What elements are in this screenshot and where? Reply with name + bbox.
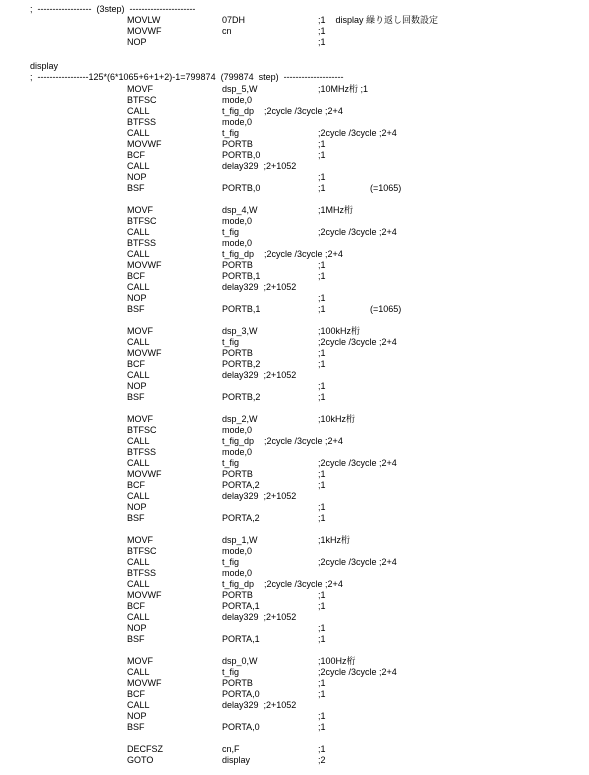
operand: mode,0: [222, 568, 253, 578]
opcode: CALL: [127, 579, 150, 589]
comment: ;2cycle /3cycle ;2+4: [318, 557, 397, 567]
operand: t_fig_dp ;2cycle /3cycle ;2+4: [222, 106, 343, 116]
operand: PORTA,0: [222, 722, 260, 732]
operand: t_fig: [222, 337, 240, 347]
opcode: BSF: [127, 392, 145, 402]
comment: ;1: [318, 260, 326, 270]
comment: ;1: [318, 689, 326, 699]
operand: PORTB: [222, 590, 253, 600]
comment: ;10MHz桁 ;1: [318, 84, 369, 94]
operand: dsp_2,W: [222, 414, 258, 424]
opcode: MOVWF: [127, 590, 162, 600]
opcode: MOVWF: [127, 26, 162, 36]
comment: ;1: [318, 744, 326, 754]
comment: ;2cycle /3cycle ;2+4: [318, 227, 397, 237]
operand: delay329 ;2+1052: [222, 161, 297, 171]
label-display: display: [30, 61, 59, 71]
opcode: MOVF: [127, 656, 153, 666]
opcode: NOP: [127, 293, 147, 303]
opcode: MOVWF: [127, 469, 162, 479]
opcode: BTFSC: [127, 546, 157, 556]
operand: t_fig_dp ;2cycle /3cycle ;2+4: [222, 579, 343, 589]
opcode: MOVF: [127, 84, 153, 94]
comment: ;2cycle /3cycle ;2+4: [318, 667, 397, 677]
comment: ;1MHz桁: [318, 205, 354, 215]
comment: ;1: [318, 37, 326, 47]
operand: t_fig_dp ;2cycle /3cycle ;2+4: [222, 436, 343, 446]
opcode: CALL: [127, 106, 150, 116]
code-line: [0, 26, 326, 37]
opcode: NOP: [127, 502, 147, 512]
operand: mode,0: [222, 95, 253, 105]
operand: delay329 ;2+1052: [222, 612, 297, 622]
opcode: MOVWF: [127, 139, 162, 149]
operand: PORTB,2: [222, 392, 261, 402]
comment: ;2cycle /3cycle ;2+4: [318, 128, 397, 138]
operand: PORTB: [222, 469, 253, 479]
opcode: CALL: [127, 128, 150, 138]
comment: ;100Hz桁: [318, 656, 356, 666]
opcode: DECFSZ: [127, 744, 163, 754]
operand: cn,F: [222, 744, 240, 754]
comment: ;1: [318, 722, 326, 732]
code-line: [0, 37, 326, 48]
opcode: MOVF: [127, 205, 153, 215]
operand: dsp_4,W: [222, 205, 258, 215]
operand: delay329 ;2+1052: [222, 282, 297, 292]
cycle-note: (=1065): [370, 183, 402, 193]
operand: delay329 ;2+1052: [222, 700, 297, 710]
comment: ;1: [318, 26, 326, 36]
operand: PORTA,0: [222, 689, 260, 699]
comment: ;1: [318, 381, 326, 391]
comment: ;1: [318, 359, 326, 369]
operand: PORTB,1: [222, 271, 261, 281]
operand: PORTA,2: [222, 513, 260, 523]
opcode: CALL: [127, 249, 150, 259]
opcode: BSF: [127, 183, 145, 193]
operand: t_fig: [222, 128, 240, 138]
opcode: MOVWF: [127, 678, 162, 688]
opcode: BTFSS: [127, 117, 157, 127]
comment: ;2cycle /3cycle ;2+4: [318, 458, 397, 468]
step-comment-line: [0, 4, 196, 15]
opcode: NOP: [127, 381, 147, 391]
comment: ;1: [318, 711, 326, 721]
opcode: BSF: [127, 722, 145, 732]
operand: t_fig: [222, 667, 240, 677]
opcode: CALL: [127, 282, 150, 292]
comment: ;1: [318, 293, 326, 303]
opcode: BCF: [127, 359, 145, 369]
comment: ;1: [318, 392, 326, 402]
opcode: MOVF: [127, 326, 153, 336]
calc-comment-line: [0, 72, 344, 83]
label-line: [0, 61, 59, 72]
comment: ;1: [318, 304, 326, 314]
operand: mode,0: [222, 216, 253, 226]
opcode: CALL: [127, 370, 150, 380]
operand: PORTA,2: [222, 480, 260, 490]
comment: ;1: [318, 348, 326, 358]
opcode: CALL: [127, 436, 150, 446]
opcode: GOTO: [127, 755, 154, 765]
comment: ;1: [318, 469, 326, 479]
operand: PORTB: [222, 139, 253, 149]
comment: ;1: [318, 601, 326, 611]
operand: mode,0: [222, 546, 253, 556]
operand: PORTB,0: [222, 150, 261, 160]
comment: ;10kHz桁: [318, 414, 356, 424]
comment: ;2cycle /3cycle ;2+4: [318, 337, 397, 347]
operand: PORTB,0: [222, 183, 261, 193]
opcode: NOP: [127, 711, 147, 721]
calc-comment: ; -----------------125*(6*1065+6+1+2)-1=799874 (799874 step) --------------------: [30, 72, 344, 82]
operand: mode,0: [222, 425, 253, 435]
comment: ;1: [318, 623, 326, 633]
operand: PORTB: [222, 348, 253, 358]
operand: mode,0: [222, 238, 253, 248]
opcode: MOVWF: [127, 348, 162, 358]
comment: ;1: [318, 678, 326, 688]
comment: ;1kHz桁: [318, 535, 351, 545]
opcode: BTFSC: [127, 216, 157, 226]
opcode: MOVWF: [127, 260, 162, 270]
comment: ;100kHz桁: [318, 326, 361, 336]
comment: ;1: [318, 271, 326, 281]
opcode: BTFSC: [127, 425, 157, 435]
opcode: BTFSS: [127, 568, 157, 578]
opcode: BSF: [127, 304, 145, 314]
opcode: BCF: [127, 150, 145, 160]
opcode: BCF: [127, 601, 145, 611]
operand: PORTA,1: [222, 634, 260, 644]
operand: 07DH: [222, 15, 246, 25]
opcode: CALL: [127, 337, 150, 347]
step-comment: ; ------------------ (3step) ----------------------: [30, 4, 196, 14]
opcode: NOP: [127, 37, 147, 47]
operand: t_fig: [222, 458, 240, 468]
comment: ;1 display 繰り返し回数設定: [318, 15, 439, 25]
operand: dsp_3,W: [222, 326, 258, 336]
code-line: [0, 15, 439, 26]
opcode: CALL: [127, 612, 150, 622]
opcode: CALL: [127, 161, 150, 171]
opcode: MOVF: [127, 535, 153, 545]
operand: PORTB: [222, 678, 253, 688]
comment: ;1: [318, 513, 326, 523]
opcode: BTFSS: [127, 238, 157, 248]
opcode: CALL: [127, 557, 150, 567]
operand: dsp_0,W: [222, 656, 258, 666]
opcode: CALL: [127, 700, 150, 710]
comment: ;1: [318, 183, 326, 193]
opcode: BTFSS: [127, 447, 157, 457]
operand: display: [222, 755, 251, 765]
operand: dsp_1,W: [222, 535, 258, 545]
opcode: CALL: [127, 458, 150, 468]
comment: ;1: [318, 502, 326, 512]
operand: t_fig_dp ;2cycle /3cycle ;2+4: [222, 249, 343, 259]
operand: dsp_5,W: [222, 84, 258, 94]
comment: ;1: [318, 634, 326, 644]
operand: PORTA,1: [222, 601, 260, 611]
opcode: CALL: [127, 491, 150, 501]
operand: delay329 ;2+1052: [222, 370, 297, 380]
operand: PORTB,1: [222, 304, 261, 314]
opcode: BSF: [127, 513, 145, 523]
comment: ;1: [318, 480, 326, 490]
opcode: CALL: [127, 227, 150, 237]
operand: PORTB,2: [222, 359, 261, 369]
opcode: BCF: [127, 689, 145, 699]
comment: ;2: [318, 755, 326, 765]
opcode: BCF: [127, 480, 145, 490]
comment: ;1: [318, 590, 326, 600]
operand: t_fig: [222, 227, 240, 237]
operand: t_fig: [222, 557, 240, 567]
operand: delay329 ;2+1052: [222, 491, 297, 501]
opcode: BSF: [127, 634, 145, 644]
opcode: BCF: [127, 271, 145, 281]
opcode: MOVF: [127, 414, 153, 424]
opcode: NOP: [127, 623, 147, 633]
operand: mode,0: [222, 117, 253, 127]
comment: ;1: [318, 172, 326, 182]
opcode: BTFSC: [127, 95, 157, 105]
comment: ;1: [318, 139, 326, 149]
opcode: MOVLW: [127, 15, 161, 25]
operand: mode,0: [222, 447, 253, 457]
opcode: CALL: [127, 667, 150, 677]
cycle-note: (=1065): [370, 304, 402, 314]
opcode: NOP: [127, 172, 147, 182]
operand: PORTB: [222, 260, 253, 270]
operand: cn: [222, 26, 232, 36]
comment: ;1: [318, 150, 326, 160]
